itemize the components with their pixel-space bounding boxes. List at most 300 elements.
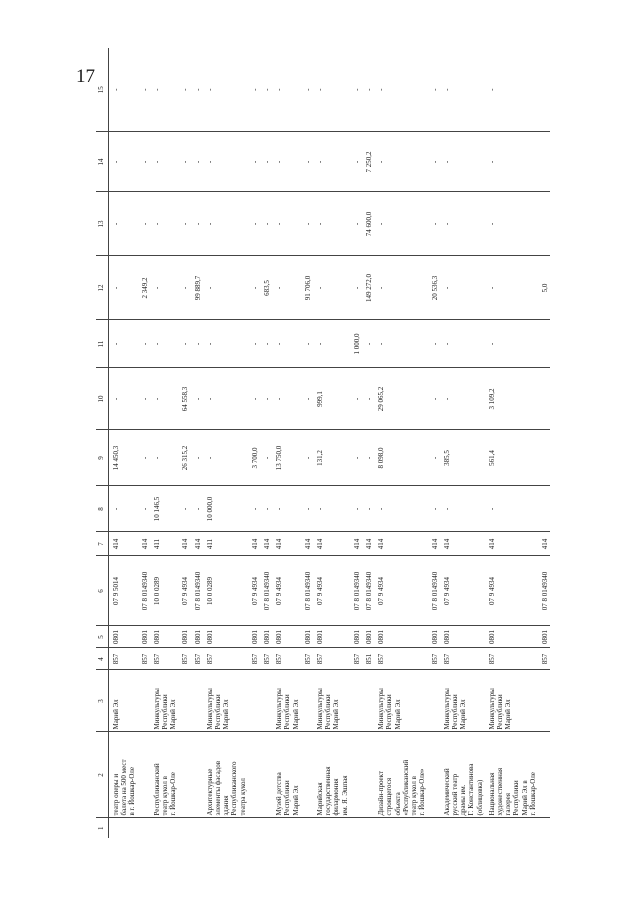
table-cell: 07 8 0149340: [538, 556, 550, 626]
column-number: 14: [96, 132, 109, 192]
table-cell: 07 9 4934: [272, 556, 301, 626]
table-cell: [203, 818, 248, 838]
table-cell: 683,5: [260, 256, 272, 320]
table-cell: [538, 320, 550, 368]
table-cell: 414: [138, 532, 150, 556]
table-cell: 857: [138, 648, 150, 670]
table-cell: 3 109,2: [485, 368, 538, 430]
table-cell: -: [191, 486, 203, 532]
table-cell: 857: [440, 648, 485, 670]
table-cell: [301, 732, 313, 818]
table-cell: -: [203, 132, 248, 192]
table-cell: -: [260, 132, 272, 192]
table-row: [485, 48, 538, 838]
table-cell: 857: [313, 648, 350, 670]
table-cell: 414: [538, 532, 550, 556]
table-cell: -: [440, 256, 485, 320]
table-cell: 0801: [138, 626, 150, 648]
table-cell: Минкультуры Республики Марий Эл: [440, 670, 485, 732]
table-cell: 414: [313, 532, 350, 556]
table-cell: Минкультуры Республики Марий Эл: [272, 670, 301, 732]
table-cell: Минкультуры Республики Марий Эл: [203, 670, 248, 732]
table-cell: 0801: [260, 626, 272, 648]
table-cell: -: [150, 430, 179, 486]
table-cell: -: [203, 320, 248, 368]
table-cell: -: [138, 320, 150, 368]
table-cell: 561,4: [485, 430, 538, 486]
table-cell: -: [272, 192, 301, 256]
table-cell: 414: [109, 532, 138, 556]
table-cell: [272, 818, 301, 838]
table-cell: 1 000,0: [350, 320, 362, 368]
table-row: [350, 48, 362, 838]
table-row: [272, 48, 301, 838]
table-cell: -: [260, 192, 272, 256]
table-cell: 0801: [440, 626, 485, 648]
table-cell: [362, 670, 374, 732]
table-cell: 857: [538, 648, 550, 670]
table-cell: 07 8 0149340: [191, 556, 203, 626]
table-cell: Минкультуры Республики Марий Эл: [150, 670, 179, 732]
table-cell: -: [272, 256, 301, 320]
table-cell: -: [109, 320, 138, 368]
table-cell: Минкультуры Республики Марий Эл: [485, 670, 538, 732]
table-cell: -: [428, 132, 440, 192]
table-cell: [362, 732, 374, 818]
column-number: 4: [96, 648, 109, 670]
table-cell: 385,5: [440, 430, 485, 486]
table-cell: [138, 818, 150, 838]
table-cell: -: [350, 486, 362, 532]
table-cell: -: [203, 48, 248, 132]
table-cell: 411: [150, 532, 179, 556]
table-cell: -: [191, 192, 203, 256]
table-cell: -: [203, 430, 248, 486]
table-cell: -: [191, 132, 203, 192]
table-cell: Национальная художественная галерея Республики Марий Эл в г. Йошкар-Оле: [485, 732, 538, 818]
table-cell: -: [313, 132, 350, 192]
table-cell: -: [138, 368, 150, 430]
table-cell: 0801: [428, 626, 440, 648]
table-row: [260, 48, 272, 838]
table-cell: -: [138, 486, 150, 532]
table-cell: -: [191, 320, 203, 368]
table-cell: -: [485, 48, 538, 132]
table-cell: 99 889,7: [191, 256, 203, 320]
table-cell: 857: [350, 648, 362, 670]
table-cell: 0801: [538, 626, 550, 648]
budget-table: [96, 48, 550, 838]
table-cell: -: [362, 368, 374, 430]
table-row: [191, 48, 203, 838]
column-number: 1: [96, 818, 109, 838]
table-cell: -: [362, 430, 374, 486]
table-cell: -: [248, 192, 260, 256]
table-cell: -: [138, 132, 150, 192]
table-row: [109, 48, 138, 838]
table-cell: [485, 818, 538, 838]
table-cell: -: [178, 486, 190, 532]
column-number: 8: [96, 486, 109, 532]
column-number: 11: [96, 320, 109, 368]
table-cell: -: [178, 192, 190, 256]
table-cell: -: [150, 48, 179, 132]
table-cell: [350, 670, 362, 732]
page-number: 17: [76, 66, 95, 87]
table-cell: 10 146,5: [150, 486, 179, 532]
table-cell: -: [138, 192, 150, 256]
table-cell: [440, 818, 485, 838]
table-cell: -: [374, 256, 427, 320]
table-cell: -: [428, 368, 440, 430]
table-cell: -: [272, 368, 301, 430]
table-cell: -: [313, 486, 350, 532]
table-cell: 857: [150, 648, 179, 670]
table-cell: Архитектурные элементы фасадов здания Республиканского театра кукол: [203, 732, 248, 818]
table-cell: 07 9 5014: [109, 556, 138, 626]
table-cell: -: [440, 486, 485, 532]
table-cell: 857: [301, 648, 313, 670]
table-cell: -: [313, 192, 350, 256]
table-cell: -: [260, 430, 272, 486]
table-cell: -: [109, 48, 138, 132]
table-cell: -: [272, 132, 301, 192]
table-cell: -: [350, 132, 362, 192]
table-row: [150, 48, 179, 838]
table-cell: 414: [260, 532, 272, 556]
table-cell: [428, 818, 440, 838]
table-cell: 414: [191, 532, 203, 556]
column-number: 7: [96, 532, 109, 556]
table-cell: -: [301, 368, 313, 430]
table-row: [138, 48, 150, 838]
table-cell: -: [362, 486, 374, 532]
table-cell: Дизайн-проект строящегося объекта «Республиканский театр кукол в г. Йошкар-Оле»: [374, 732, 427, 818]
table-cell: 64 558,3: [178, 368, 190, 430]
table-cell: 07 9 4934: [178, 556, 190, 626]
column-number: 3: [96, 670, 109, 732]
table-cell: 999,1: [313, 368, 350, 430]
table-cell: -: [485, 132, 538, 192]
table-cell: 3 700,0: [248, 430, 260, 486]
table-cell: [260, 732, 272, 818]
table-cell: 0801: [485, 626, 538, 648]
table-cell: [109, 818, 138, 838]
table-cell: 414: [178, 532, 190, 556]
table-cell: 07 8 0149340: [301, 556, 313, 626]
column-number: 13: [96, 192, 109, 256]
table-cell: 07 8 0149340: [362, 556, 374, 626]
table-cell: 0801: [150, 626, 179, 648]
column-number: 15: [96, 48, 109, 132]
table-cell: 0801: [191, 626, 203, 648]
table-row: [313, 48, 350, 838]
table-cell: -: [178, 132, 190, 192]
table-cell: театр оперы и балета на 500 мест в г. Йошкар-Оле: [109, 732, 138, 818]
table-cell: [178, 670, 190, 732]
table-cell: 07 9 4934: [440, 556, 485, 626]
table-cell: -: [178, 48, 190, 132]
table-cell: -: [138, 430, 150, 486]
table-cell: -: [203, 368, 248, 430]
table-cell: -: [272, 48, 301, 132]
table-cell: [150, 818, 179, 838]
table-cell: -: [313, 256, 350, 320]
table-cell: 7 250,2: [362, 132, 374, 192]
table-cell: -: [109, 192, 138, 256]
table-cell: -: [350, 430, 362, 486]
table-cell: 29 065,2: [374, 368, 427, 430]
table-cell: 851: [362, 648, 374, 670]
table-cell: -: [362, 48, 374, 132]
table-cell: -: [374, 132, 427, 192]
table-header-row: [96, 48, 109, 838]
table-row: [362, 48, 374, 838]
table-cell: 10 0 0289: [203, 556, 248, 626]
table-cell: -: [440, 368, 485, 430]
table-cell: 857: [272, 648, 301, 670]
table-cell: -: [109, 486, 138, 532]
table-cell: 0801: [301, 626, 313, 648]
table-cell: -: [248, 320, 260, 368]
table-cell: [191, 732, 203, 818]
table-cell: -: [191, 368, 203, 430]
table-row: [248, 48, 260, 838]
table-cell: 857: [374, 648, 427, 670]
column-number: 5: [96, 626, 109, 648]
table-cell: -: [248, 368, 260, 430]
table-cell: -: [313, 320, 350, 368]
table-cell: -: [440, 192, 485, 256]
table-body: [109, 48, 551, 838]
table-cell: -: [374, 320, 427, 368]
table-row: [301, 48, 313, 838]
table-cell: -: [178, 256, 190, 320]
table-row: [374, 48, 427, 838]
table-cell: -: [248, 486, 260, 532]
table-cell: [301, 818, 313, 838]
table-cell: -: [350, 192, 362, 256]
table-cell: -: [350, 368, 362, 430]
table-cell: [538, 132, 550, 192]
table-cell: 10 000,0: [203, 486, 248, 532]
table-cell: 414: [301, 532, 313, 556]
table-cell: -: [203, 192, 248, 256]
table-cell: -: [374, 192, 427, 256]
table-cell: -: [485, 320, 538, 368]
table-cell: [191, 818, 203, 838]
table-cell: -: [350, 256, 362, 320]
table-cell: -: [301, 320, 313, 368]
table-cell: [260, 670, 272, 732]
table-cell: -: [191, 430, 203, 486]
table-cell: 131,2: [313, 430, 350, 486]
table-cell: [538, 670, 550, 732]
table-cell: -: [260, 486, 272, 532]
table-cell: -: [272, 320, 301, 368]
table-cell: 414: [272, 532, 301, 556]
table-cell: 414: [362, 532, 374, 556]
table-cell: -: [301, 430, 313, 486]
table-cell: 0801: [350, 626, 362, 648]
table-cell: -: [485, 486, 538, 532]
table-cell: [178, 818, 190, 838]
table-cell: -: [150, 320, 179, 368]
table-cell: [428, 732, 440, 818]
table-cell: 0801: [178, 626, 190, 648]
table-cell: 857: [109, 648, 138, 670]
table-cell: -: [109, 256, 138, 320]
table-cell: 07 9 4934: [248, 556, 260, 626]
table-cell: 857: [178, 648, 190, 670]
table-cell: -: [428, 486, 440, 532]
table-cell: 0801: [203, 626, 248, 648]
table-cell: -: [260, 320, 272, 368]
column-number: 2: [96, 732, 109, 818]
table-cell: -: [150, 192, 179, 256]
table-cell: [362, 818, 374, 838]
table-cell: 26 315,2: [178, 430, 190, 486]
table-cell: [138, 670, 150, 732]
table-cell: 857: [191, 648, 203, 670]
table-cell: [248, 818, 260, 838]
table-cell: 857: [248, 648, 260, 670]
table-cell: 5,0: [538, 256, 550, 320]
table-cell: 07 8 0149340: [350, 556, 362, 626]
table-row: [178, 48, 190, 838]
table-cell: [301, 670, 313, 732]
table-cell: -: [109, 368, 138, 430]
table-cell: -: [428, 192, 440, 256]
table-cell: Академический русский театр драмы им. Г. Константинова (облицовка): [440, 732, 485, 818]
table-cell: 414: [248, 532, 260, 556]
table-cell: -: [109, 132, 138, 192]
table-cell: 0801: [362, 626, 374, 648]
table-cell: 149 272,0: [362, 256, 374, 320]
table-cell: [538, 732, 550, 818]
table-cell: -: [138, 48, 150, 132]
table-cell: -: [178, 320, 190, 368]
table-cell: 857: [428, 648, 440, 670]
table-cell: [248, 732, 260, 818]
table-cell: 07 9 4934: [313, 556, 350, 626]
table-cell: 857: [485, 648, 538, 670]
table-cell: 07 8 0149340: [138, 556, 150, 626]
table-cell: 13 750,0: [272, 430, 301, 486]
table-cell: -: [428, 320, 440, 368]
table-cell: 0801: [272, 626, 301, 648]
table-cell: -: [440, 132, 485, 192]
table-row: [538, 48, 550, 838]
table-row: [428, 48, 440, 838]
table-cell: 2 349,2: [138, 256, 150, 320]
table-cell: -: [350, 48, 362, 132]
table-cell: [538, 430, 550, 486]
table-cell: 411: [203, 532, 248, 556]
table-cell: [313, 818, 350, 838]
table-cell: [248, 670, 260, 732]
table-cell: -: [301, 132, 313, 192]
table-cell: -: [150, 368, 179, 430]
table-cell: 91 706,0: [301, 256, 313, 320]
table-cell: -: [272, 486, 301, 532]
table-cell: -: [150, 132, 179, 192]
table-cell: Музей детства Республики Марий Эл: [272, 732, 301, 818]
table-cell: 07 9 4934: [374, 556, 427, 626]
table-cell: 07 8 0149340: [260, 556, 272, 626]
table-cell: 857: [203, 648, 248, 670]
table-cell: -: [428, 430, 440, 486]
table-row: [203, 48, 248, 838]
table-cell: [428, 670, 440, 732]
table-cell: [350, 732, 362, 818]
table-cell: 857: [260, 648, 272, 670]
table-cell: 10 0 0289: [150, 556, 179, 626]
table-cell: 14 450,3: [109, 430, 138, 486]
column-number: 10: [96, 368, 109, 430]
table-cell: 07 9 4934: [485, 556, 538, 626]
table-cell: -: [260, 368, 272, 430]
table-cell: 414: [428, 532, 440, 556]
table-cell: 74 600,0: [362, 192, 374, 256]
table-cell: -: [260, 48, 272, 132]
table-cell: [538, 368, 550, 430]
table-cell: 20 536,3: [428, 256, 440, 320]
table-cell: [538, 48, 550, 132]
table-cell: 414: [350, 532, 362, 556]
table-cell: 8 098,0: [374, 430, 427, 486]
table-cell: -: [362, 320, 374, 368]
column-number: 9: [96, 430, 109, 486]
table-cell: -: [374, 48, 427, 132]
table-cell: -: [301, 192, 313, 256]
table-cell: -: [485, 256, 538, 320]
table-cell: Марий Эл: [109, 670, 138, 732]
table-cell: 07 8 0149340: [428, 556, 440, 626]
table-cell: 0801: [374, 626, 427, 648]
table-cell: [178, 732, 190, 818]
table-cell: -: [374, 486, 427, 532]
table-cell: [350, 818, 362, 838]
table-cell: -: [440, 320, 485, 368]
table-cell: 0801: [313, 626, 350, 648]
table-row: [440, 48, 485, 838]
table-cell: Республиканский театр кукол в г. Йошкар-Оле: [150, 732, 179, 818]
column-number: 12: [96, 256, 109, 320]
table-cell: [374, 818, 427, 838]
table-cell: Минкультуры Республики Марий Эл: [313, 670, 350, 732]
table-cell: [138, 732, 150, 818]
table-cell: -: [485, 192, 538, 256]
table-cell: -: [191, 48, 203, 132]
table-cell: -: [203, 256, 248, 320]
table-cell: 414: [440, 532, 485, 556]
table-cell: [191, 670, 203, 732]
table-cell: -: [150, 256, 179, 320]
table-cell: -: [301, 486, 313, 532]
table-cell: [260, 818, 272, 838]
table-cell: [538, 192, 550, 256]
table-cell: 0801: [109, 626, 138, 648]
table-cell: Марийская государственная филармония им. Я. Эшпая: [313, 732, 350, 818]
table-cell: -: [440, 48, 485, 132]
table-cell: Минкультуры Республики Марий Эл: [374, 670, 427, 732]
budget-table-rotated: [96, 48, 549, 838]
table-cell: -: [301, 48, 313, 132]
table-cell: 0801: [248, 626, 260, 648]
table-cell: -: [248, 256, 260, 320]
table-cell: [538, 486, 550, 532]
